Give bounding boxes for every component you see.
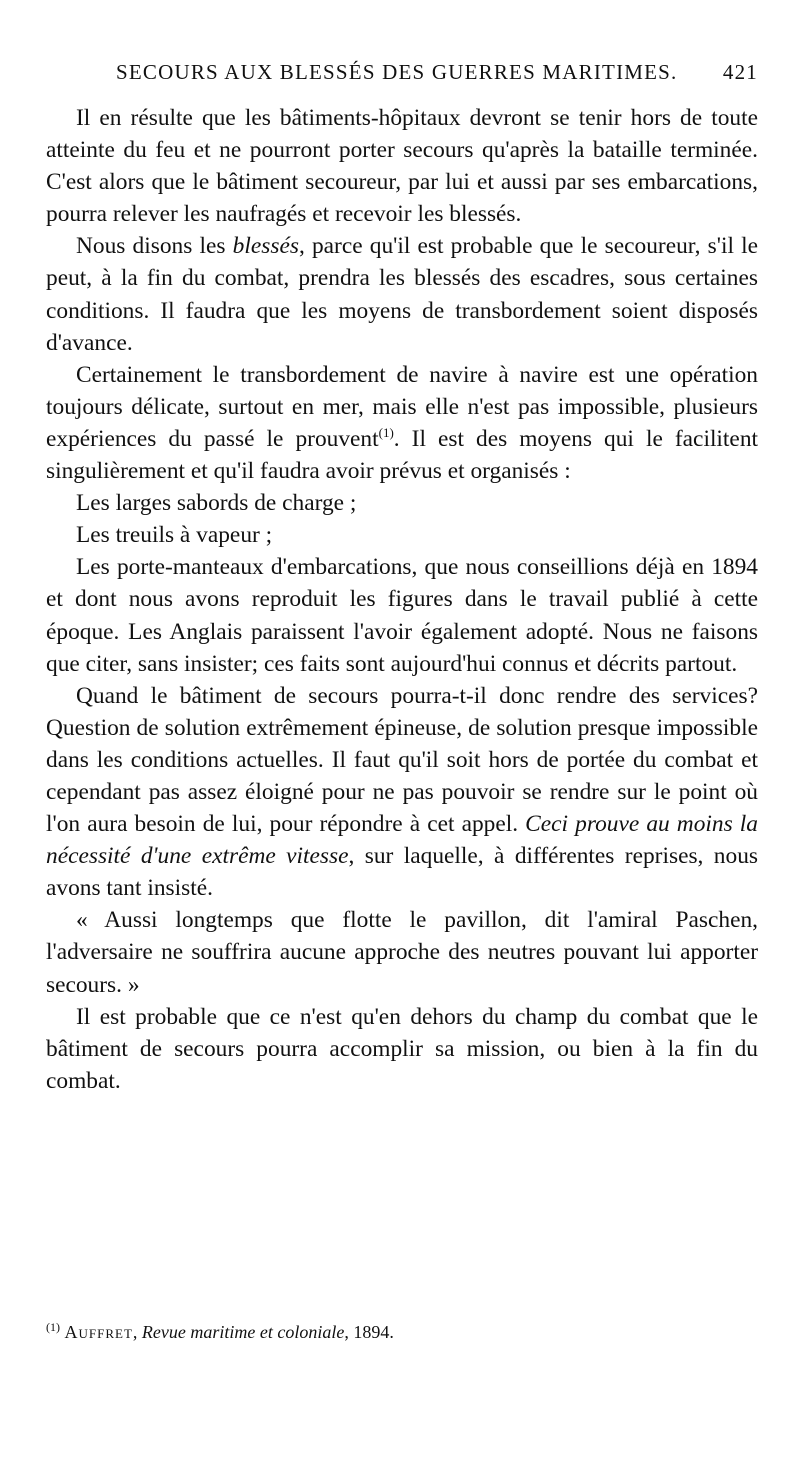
paragraph-text: Certainement le transbordement de navire à navire est une opération toujours délicate, surtout en mer, mais elle n'est pas impossible, plusieurs expériences du passé le prouvent [46,361,758,452]
paragraph-text: « Aussi longtemps que flotte le pavillon, dit l'amiral Paschen, l'adversaire ne souffrira aucune approche des neutres pouvant lui apporter secours. » [46,907,758,998]
footnote-year: , 1894. [344,1322,394,1342]
paragraph [46,680,758,905]
paragraph-text: Quand le bâtiment de secours pourra-t-il donc rendre des services? Question de solution extrêmement épineuse, de solution presque impossible dans les conditions actuelles. Il faut qu'il soit hors de portée du combat et cependant pas assez éloigné pour ne pas pouvoir se rendre sur le point où l'on aura besoin de lui, pour répondre à cet appel. [46,682,758,838]
list-item [46,551,758,679]
paragraph-text: , sur laquelle, à différentes reprises, nous avons tant insisté. [46,843,758,902]
quotation [46,904,758,1000]
footnote-mark: (1) [46,1320,60,1334]
footnote [46,1320,394,1343]
paragraph-text: Nous disons les [76,233,233,260]
page-number: 421 [722,60,758,84]
paragraph [46,102,758,230]
paragraph-text: . Il est des moyens qui le facilitent singulièrement et qu'il faudra avoir prévus et organisés : [46,425,759,485]
paragraph [46,230,758,358]
paragraph [46,359,758,487]
paragraph-text: Il en résulte que les bâtiments-hôpitaux devront se tenir hors de toute atteinte du feu et ne pourront porter secours qu'après la bataille terminée. C'est alors que le bâtiment secoureur, par lui et aussi par ses embarcations, pourra relever les naufragés et recevoir les blessés. [46,105,758,228]
paragraph-text: , parce qu'il est probable que le secoureur, s'il le peut, à la fin du combat, prendra les blessés des escadres, sous certaines conditions. Il faudra que les moyens de transbordement soient disposés d'avance. [46,233,758,356]
list-item [46,487,758,519]
paragraph [46,1001,758,1097]
book-page [46,60,758,1097]
paragraph-text: Les larges sabords de charge ; [76,490,357,517]
italic-phrase: Ceci prouve au moins la nécessité d'une extrême vitesse [46,811,758,870]
paragraph-text: Les porte-manteaux d'embarcations, que nous conseillions déjà en 1894 et dont nous avons reproduit les figures dans le travail publié à cette époque. Les Anglais paraissent l'avoir également adopté. Nous ne faisons que citer, sans insister; ces faits sont aujourd'hui connus et décrits partout. [46,554,758,677]
running-title: SECOURS AUX BLESSÉS DES GUERRES MARITIMES. [116,60,678,84]
paragraph-text: Les treuils à vapeur ; [76,522,273,549]
paragraph-text: Il est probable que ce n'est qu'en dehors du champ du combat que le bâtiment de secours pourra accomplir sa mission, ou bien à la fin du combat. [46,1003,758,1094]
footnote-separator: , [132,1322,142,1342]
running-header [116,60,758,92]
italic-word: blessés [232,233,299,260]
list-item [46,519,758,551]
footnote-journal: Revue maritime et coloniale [141,1322,345,1342]
footnote-reference[interactable]: (1) [378,425,394,441]
footnote-author: Auffret [64,1322,133,1342]
body-text [46,102,758,1097]
